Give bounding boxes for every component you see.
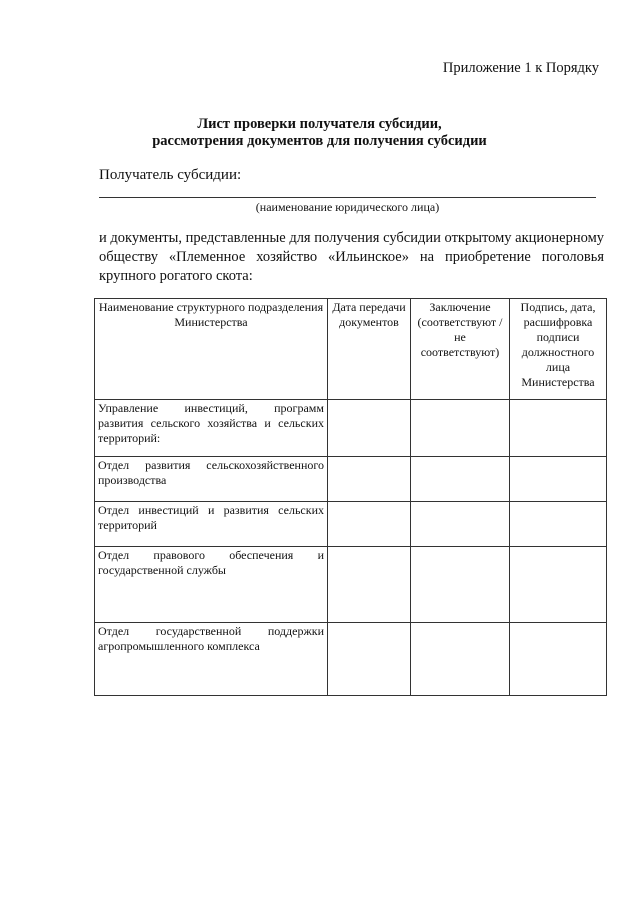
conclusion-cell[interactable] (411, 502, 510, 547)
title-line-1: Лист проверки получателя субсидии, (197, 116, 442, 132)
department-cell: Отдел правового обеспечения и государственной службы (95, 547, 328, 623)
conclusion-cell[interactable] (411, 623, 510, 696)
header-date: Дата передачи документов (328, 299, 411, 400)
header-signature: Подпись, дата, расшифровка подписи должностного лица Министерства (510, 299, 607, 400)
date-cell[interactable] (328, 502, 411, 547)
title-line-2: рассмотрения документов для получения субсидии (152, 133, 487, 149)
signature-cell[interactable] (510, 623, 607, 696)
signature-cell[interactable] (510, 400, 607, 457)
table-row (95, 457, 607, 502)
department-cell: Отдел инвестиций и развития сельских территорий (95, 502, 328, 547)
conclusion-cell[interactable] (411, 547, 510, 623)
date-cell[interactable] (328, 400, 411, 457)
check-table (94, 298, 607, 696)
date-cell[interactable] (328, 547, 411, 623)
table-row (95, 502, 607, 547)
header-department: Наименование структурного подразделения Министерства (95, 299, 328, 400)
date-cell[interactable] (328, 457, 411, 502)
conclusion-cell[interactable] (411, 400, 510, 457)
department-cell: Отдел государственной поддержки агропромышленного комплекса (95, 623, 328, 696)
conclusion-cell[interactable] (411, 457, 510, 502)
department-cell: Отдел развития сельскохозяйственного производства (95, 457, 328, 502)
table-row (95, 400, 607, 457)
department-cell: Управление инвестиций, программ развития сельского хозяйства и сельских территорий: (95, 400, 328, 457)
documents-paragraph: и документы, представленные для получения субсидии открытому акционерному обществу «Племенное хозяйство «Ильинское» на приобретение поголовья крупного рогатого скота: (99, 230, 604, 284)
table-row (95, 623, 607, 696)
recipient-fill-line (99, 197, 596, 198)
signature-cell[interactable] (510, 457, 607, 502)
signature-cell[interactable] (510, 502, 607, 547)
table-row (95, 547, 607, 623)
appendix-reference: Приложение 1 к Порядку (442, 60, 599, 76)
signature-cell[interactable] (510, 547, 607, 623)
recipient-label: Получатель субсидии: (99, 167, 242, 183)
recipient-caption: (наименование юридического лица) (255, 200, 440, 214)
document-title (0, 116, 639, 150)
date-cell[interactable] (328, 623, 411, 696)
header-conclusion: Заключение (соответствуют / не соответствуют) (411, 299, 510, 400)
table-header-row (95, 299, 607, 400)
